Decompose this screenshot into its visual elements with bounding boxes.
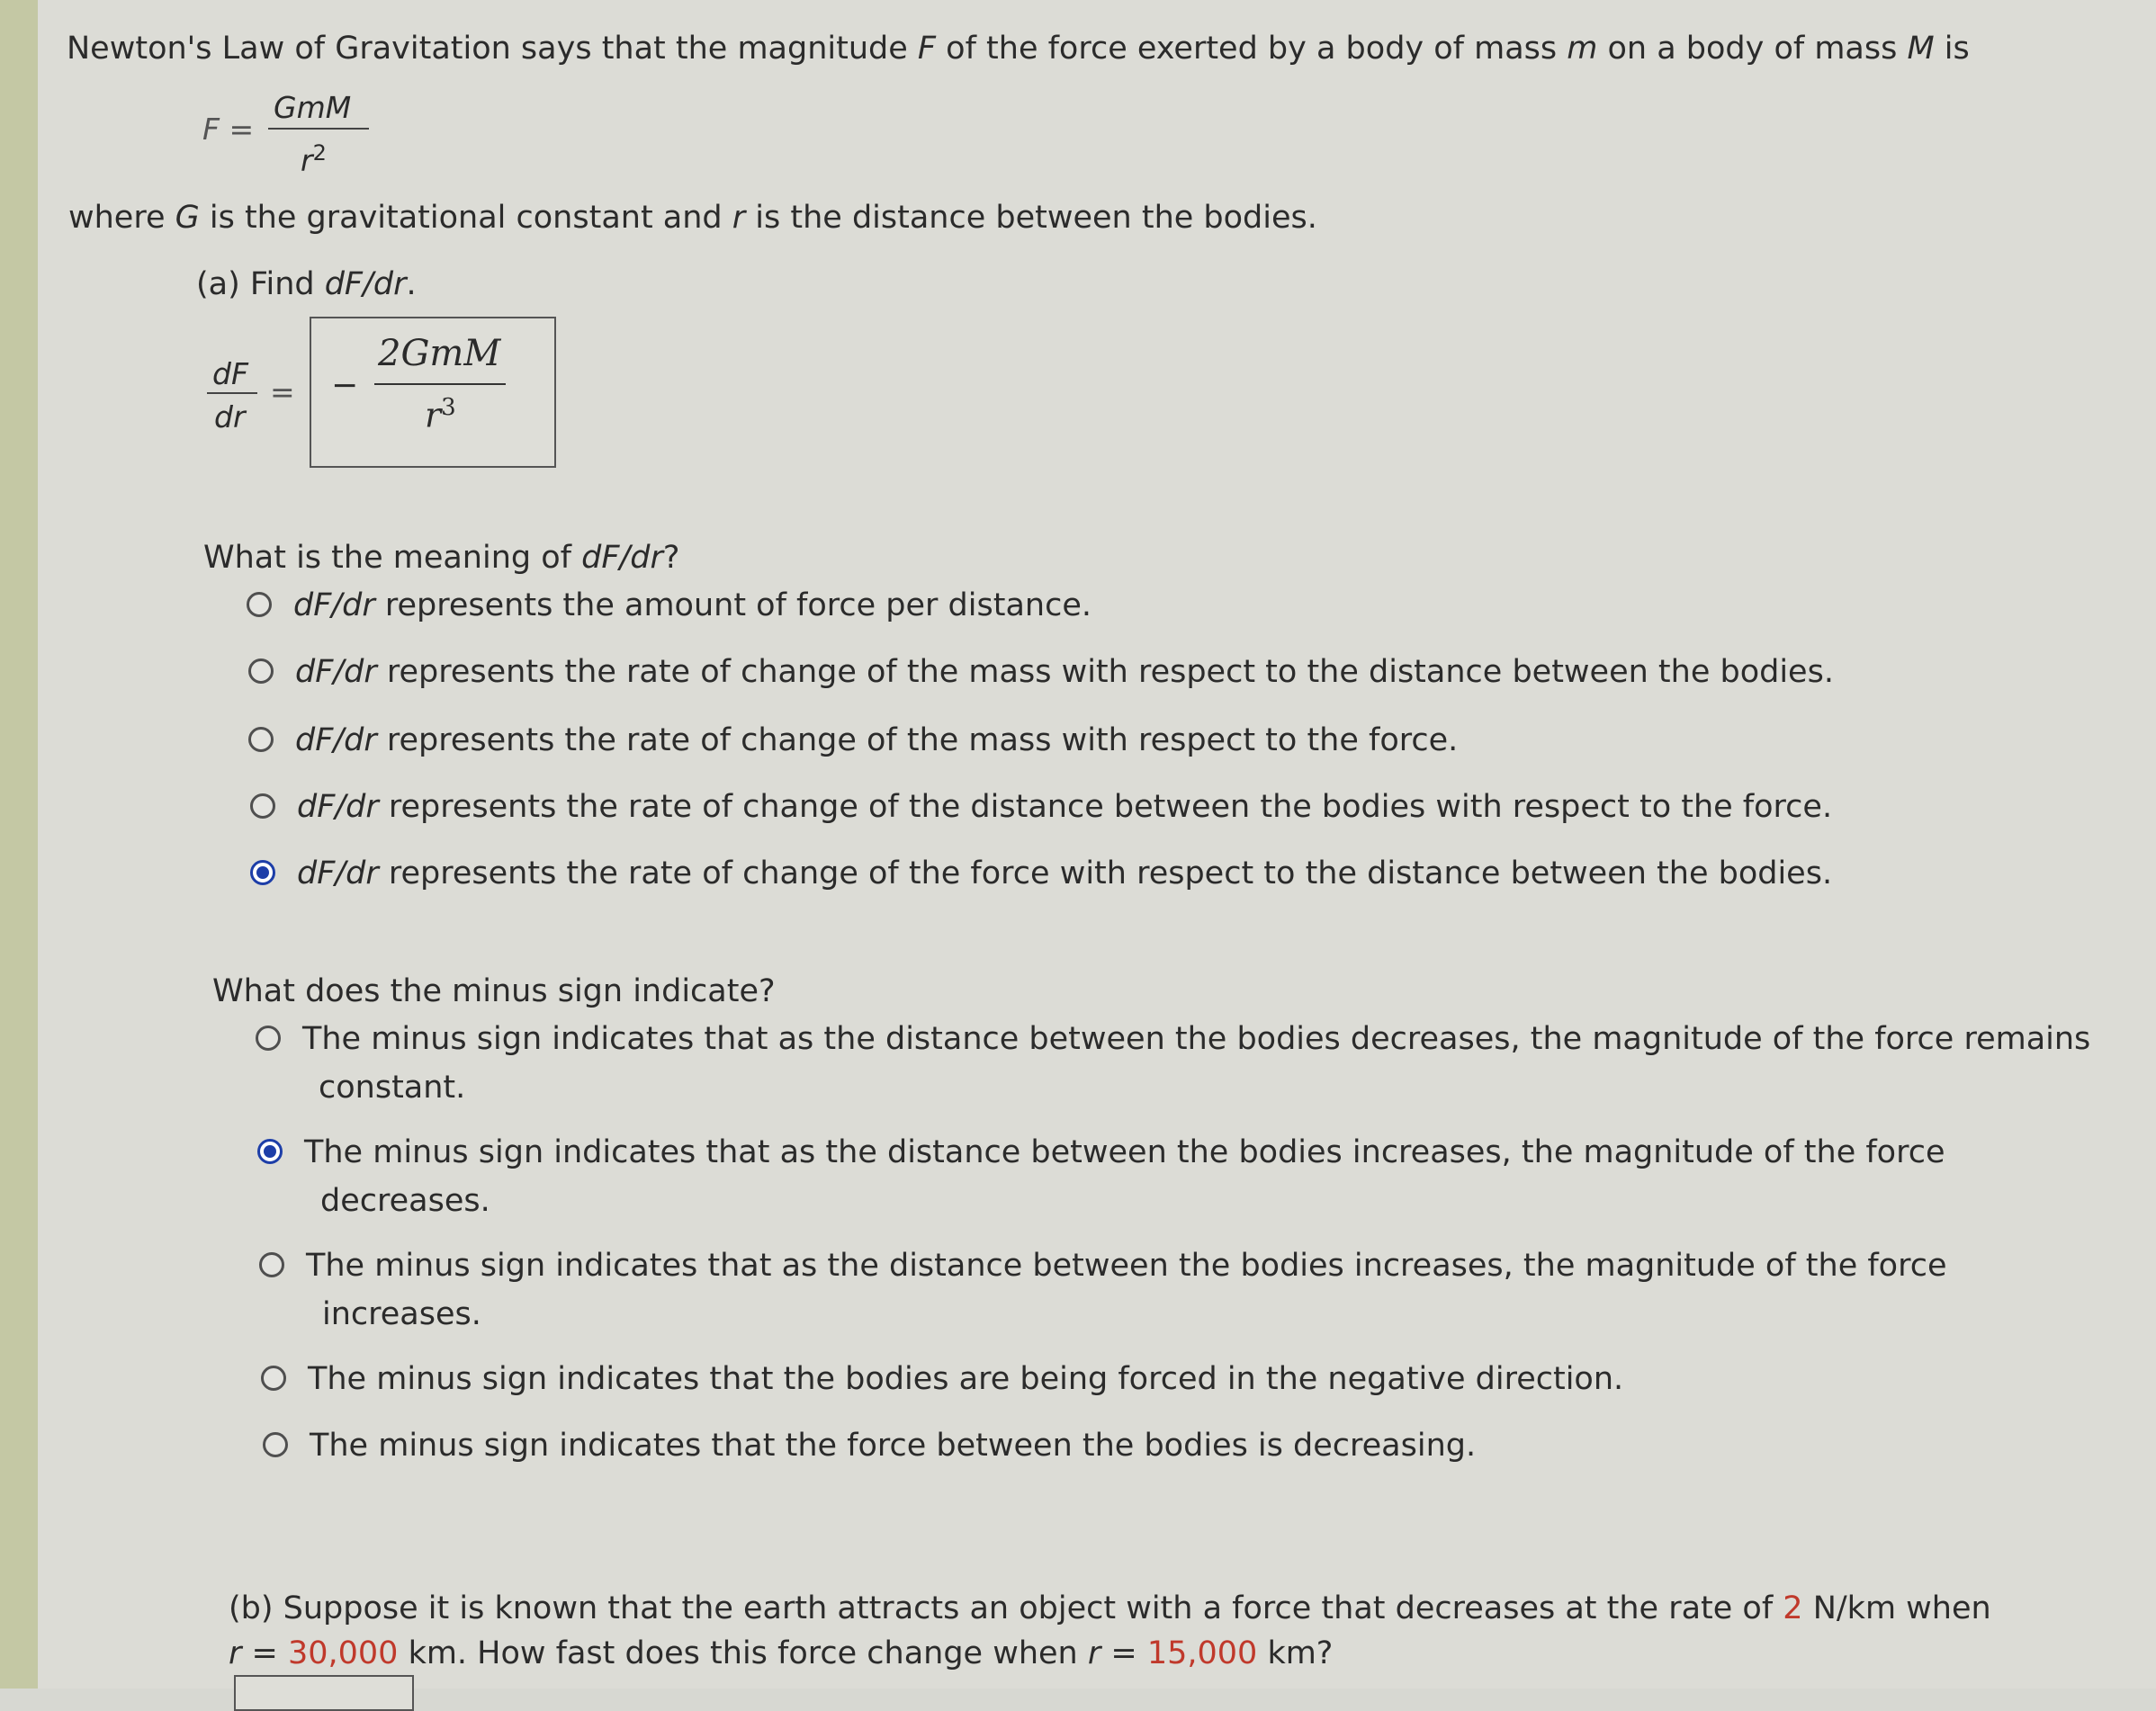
answer-numerator: 2GmM [378, 333, 501, 374]
q1-radio-4[interactable] [250, 793, 275, 819]
q2-prompt: What does the minus sign indicate? [212, 973, 776, 1009]
intro-part: on a body of mass [1597, 31, 1908, 67]
part-b-answer-box[interactable] [234, 1675, 414, 1711]
formula-fraction-bar [268, 128, 369, 130]
q2-option-line1[interactable]: The minus sign indicates that as the distance between the bodies increases, the magnitude of the force [306, 1248, 1947, 1284]
q1-option-label[interactable]: dF/dr represents the rate of change of the mass with respect to the distance between the bodies. [295, 654, 1834, 690]
part-b-line2: r = 30,000 km. How fast does this force change when r = 15,000 km? [229, 1635, 1334, 1671]
q1-radio-5-selected[interactable] [250, 860, 275, 885]
answer-minus-sign: − [331, 367, 359, 404]
q2-option-line1[interactable]: The minus sign indicates that the bodies are being forced in the negative direction. [308, 1361, 1624, 1397]
q2-option-line2[interactable]: constant. [319, 1070, 466, 1106]
q1-option-label[interactable]: dF/dr represents the amount of force per distance. [293, 587, 1091, 623]
q2-radio-1[interactable] [256, 1026, 281, 1051]
intro-text [67, 31, 1970, 67]
var-m: m [1567, 31, 1598, 67]
q1-radio-2[interactable] [248, 658, 274, 684]
answer-box-dfdr[interactable] [310, 317, 556, 468]
answer-fraction-bar [374, 383, 506, 385]
distance-value-2: 15,000 [1146, 1635, 1258, 1671]
q2-option-line2[interactable]: decreases. [320, 1183, 490, 1219]
q2-radio-3[interactable] [259, 1252, 284, 1277]
q2-radio-5[interactable] [263, 1432, 288, 1457]
q1-option-label[interactable]: dF/dr represents the rate of change of the mass with respect to the force. [295, 722, 1459, 758]
q1-radio-1[interactable] [247, 592, 272, 617]
formula-denominator: $r^2$ [301, 140, 327, 178]
left-margin-strip [0, 0, 38, 1689]
q2-option-line1[interactable]: The minus sign indicates that as the distance between the bodies increases, the magnitude of the force [304, 1134, 1945, 1170]
part-b-line1: (b) Suppose it is known that the earth attracts an object with a force that decreases at the rate of 2 N/km when [229, 1590, 1991, 1626]
q2-option-line1[interactable]: The minus sign indicates that the force between the bodies is decreasing. [310, 1428, 1477, 1464]
q2-option-line1[interactable]: The minus sign indicates that as the distance between the bodies decreases, the magnitude of the force remains [302, 1021, 2091, 1057]
var-F: F [917, 31, 937, 67]
q2-radio-2-selected[interactable] [257, 1139, 283, 1164]
formula-lhs: F = [202, 112, 255, 147]
lhs-denominator: dr [214, 399, 246, 434]
intro-part: of the force exerted by a body of mass [936, 31, 1568, 67]
q1-radio-3[interactable] [248, 727, 274, 752]
q1-option-label[interactable]: dF/dr represents the rate of change of the force with respect to the distance between the bodies. [297, 856, 1833, 891]
answer-denominator: $r^3$ [425, 394, 456, 435]
var-M: M [1907, 31, 1935, 67]
where-text: where G is the gravitational constant and r is the distance between the bodies. [68, 200, 1317, 236]
q1-prompt: What is the meaning of dF/dr? [203, 540, 680, 576]
lhs-numerator: dF [212, 356, 248, 391]
rate-value: 2 [1783, 1590, 1803, 1626]
formula-numerator: GmM [274, 90, 352, 125]
q1-option-label[interactable]: dF/dr represents the rate of change of the distance between the bodies with respect to the force. [297, 789, 1833, 825]
part-a-label: (a) Find dF/dr. [196, 266, 417, 302]
equals-sign: = [270, 374, 295, 409]
problem-page [38, 0, 2156, 1689]
intro-part: is [1934, 31, 1970, 67]
q2-option-line2[interactable]: increases. [322, 1296, 481, 1332]
intro-part: Newton's Law of Gravitation says that the magnitude [67, 31, 918, 67]
q2-radio-4[interactable] [261, 1366, 286, 1391]
distance-value-1: 30,000 [287, 1635, 399, 1671]
lhs-fraction-bar [207, 392, 257, 394]
